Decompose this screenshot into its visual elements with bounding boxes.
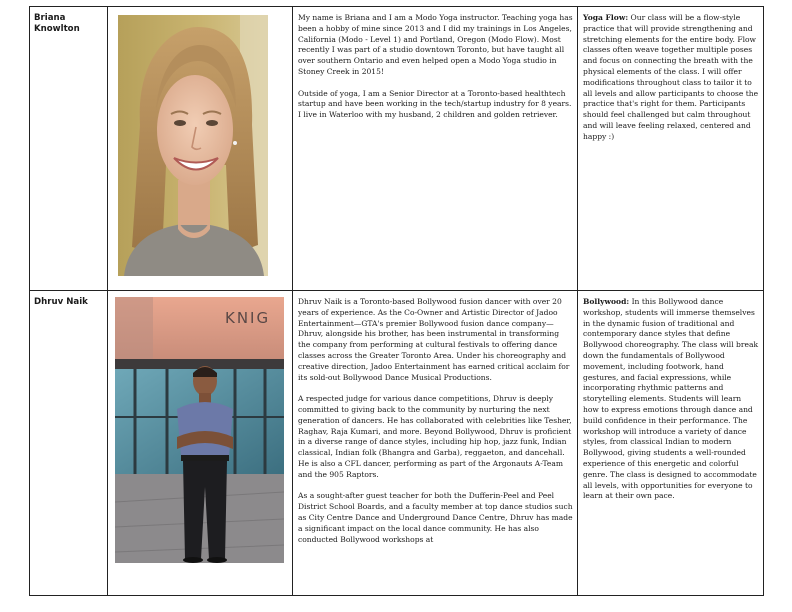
instructor-name: Dhruv Naik [34,297,88,307]
bio-cell [293,7,578,291]
bio-paragraph: As a sought-after guest teacher for both the Dufferin-Peel and Peel District School Boards, and a faculty member at top dance studios such as City Centre Dance and Underground Dance Centre, Dhruv has made a significant impact on the local dance community. He has also conducted Bollywood workshops at [298,491,573,544]
bio-paragraph: Outside of yoga, I am a Senior Director at a Toronto-based healthtech startup and have been working in the tech/startup industry for 8 years. I live in Waterloo with my husband, 2 children and golden retriever. [298,88,572,120]
instructor-photo [118,15,268,276]
instructor-row [30,7,764,291]
instructor-name: Briana Knowlton [34,13,80,34]
photo-cell [108,291,293,596]
bio-paragraph: Dhruv Naik is a Toronto-based Bollywood fusion dancer with over 20 years of experience. As the Co-Owner and Artistic Director of Jadoo Entertainment—GTA's premier Bollywood fusion dance company—Dhruv, alongside his brother, has been instrumental in transforming the company from performing at cultural festivals to offering dance classes across the Greater Toronto Area. Under his choreography and creative direction, Jadoo Entertainment has earned critical acclaim for its sold-out Bollywood Dance Musical Productions. [298,297,570,382]
photo-cell [108,7,293,291]
building-sign: KNIG [225,309,271,327]
class-title: Bollywood: [583,297,630,306]
bio-cell [293,291,578,596]
instructor-bio [293,7,577,125]
class-text: Our class will be a flow-style practice that will provide strengthening and stretching elements for the entire body. Flow classes often weave together multiple poses and focus on connecting the breath with the physical elements of the class. I will offer modifications throughout class to tailor it to all levels and allow participants to choose the practice that's right for them. Participants should feel challenged but calm throughout and will leave feeling relaxed, centered and happy :) [583,13,759,141]
class-cell [578,7,764,291]
class-title: Yoga Flow: [583,13,629,22]
instructor-row [30,291,764,596]
name-cell [30,291,108,596]
bio-paragraph: A respected judge for various dance competitions, Dhruv is deeply committed to giving back to the community by nurturing the next generation of dancers. He has collaborated with celebrities like Tesher, Raghav, Raja Kumari, and more. Beyond Bollywood, Dhruv is proficient in a diverse range of dance styles, including hip hop, jazz funk, Indian classical, Indian folk (Bhangra and Garba), reggaeton, and dancehall. He is also a CFL dancer, performing as part of the Argonauts A-Team and the 905 Raptors. [298,394,572,479]
class-text: In this Bollywood dance workshop, students will immerse themselves in the dynamic fusion of traditional and contemporary dance styles that define Bollywood choreography. The class will break down the fundamentals of Bollywood movement, including footwork, hand gestures, and facial expressions, while incorporating rhythmic patterns and storytelling elements. Students will learn how to express emotions through dance and build confidence in their performance. The workshop will introduce a variety of dance styles, from classical Indian to modern Bollywood, giving students a well-rounded experience of this energetic and colorful genre. The class is designed to accommodate all levels, with opportunities for everyone to learn at their own pace. [583,297,759,501]
instructors-table [29,6,764,596]
instructor-bio [293,291,577,549]
class-description [578,291,763,506]
bio-paragraph: My name is Briana and I am a Modo Yoga instructor. Teaching yoga has been a hobby of mine since 2013 and I did my trainings in Los Angeles, California (Modo - Level 1) and Portland, Oregon (Modo Flow). Most recently I was part of a studio downtown Toronto, but have taught all over southern Ontario and even helped open a Modo Yoga studio in Stoney Creek in 2015! [298,13,573,76]
class-cell [578,291,764,596]
class-description [578,7,763,147]
instructor-photo [115,297,284,563]
name-cell [30,7,108,291]
